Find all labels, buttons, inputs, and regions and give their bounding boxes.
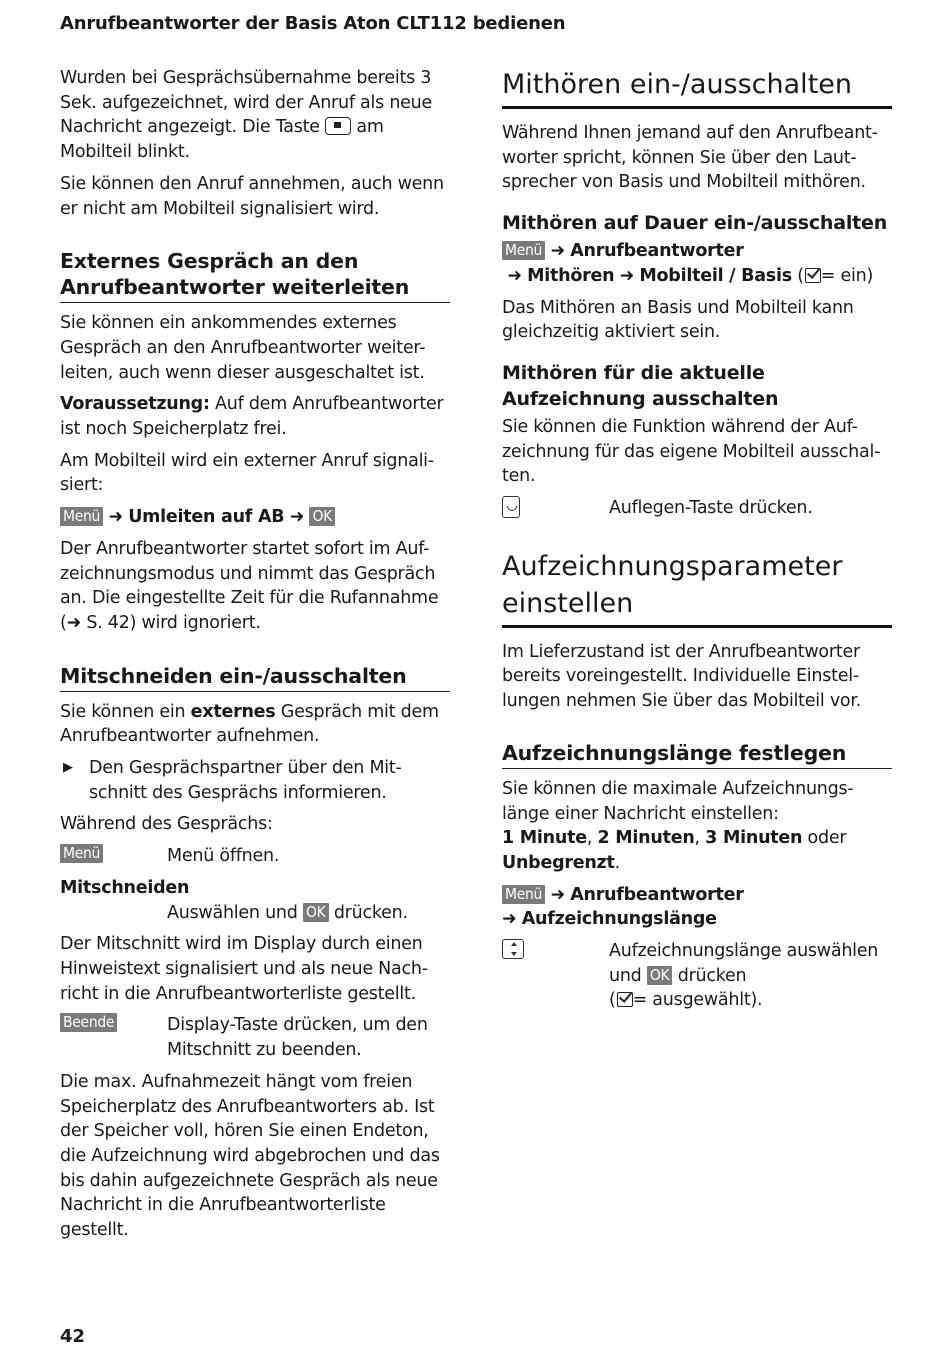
heading-params: Aufzeichnungsparameter einstellen [502, 548, 892, 628]
checkbox-icon [617, 992, 633, 1007]
paragraph-listen-current: Sie können die Funktion während der Auf-zeichnung für das eigene Mobilteil ausschal-ten. [502, 416, 881, 487]
text: = ein) [820, 265, 874, 286]
menu-item-answering-machine: Anrufbeantworter [570, 884, 744, 905]
arrow-icon: ➜ [289, 507, 305, 528]
text: Gespräch mit dem Anrufbeantworter aufnehmen. [60, 701, 439, 747]
paragraph-record-display: Der Mitschnitt wird im Display durch einen Hinweistext signalisiert und als neue Nach-richt in die Anrufbeantworterliste gestellt. [60, 934, 428, 1004]
length-options: 1 Minute, 2 Minuten, 3 Minuten oder Unbegrenzt. [502, 828, 847, 873]
message-key-icon [325, 117, 351, 135]
paragraph-recorded [60, 66, 450, 165]
running-head: Anrufbeantworter der Basis Aton CLT112 bedienen [60, 13, 566, 34]
heading-forward-call: Externes Gespräch an den Anrufbeantworter weiterleiten [60, 248, 450, 303]
option: 1 Minute [502, 828, 587, 849]
heading-listen-permanent: Mithören auf Dauer ein-/ausschalten [502, 212, 888, 235]
paragraph-starts-recording [60, 537, 450, 636]
text: Der Anrufbeantworter startet sofort im Auf-zeichnungsmodus und nimmt das Gespräch an. Die eingestellte Zeit für die Rufannahme ( [60, 538, 439, 633]
step-text: Display-Taste drücken, um den Mitschnitt zu beenden. [167, 1015, 428, 1061]
step-text: Auflegen-Taste drücken. [609, 498, 813, 519]
step-hangup [502, 496, 892, 521]
bullet-icon: ▶ [63, 760, 73, 776]
paragraph-listen-intro: Während Ihnen jemand auf den Anrufbeant-worter spricht, können Sie über den Laut-sprecher von Basis und Mobilteil mithören. [502, 123, 878, 193]
paragraph-max-time: Die max. Aufnahmezeit hängt vom freien Speicherplatz des Anrufbeantworters ab. Ist der Speicher voll, hören Sie einen Endeton, die Aufzeichnung wird abgebrochen und das bis dahin aufgezeichnete Gespräch als neue Nachricht in die Anrufbeantworterliste gestellt. [60, 1071, 440, 1241]
checkbox-icon [805, 268, 821, 283]
navigation-key-icon[interactable] [502, 939, 524, 959]
arrow-icon: ➜ [502, 909, 517, 930]
menu-softkey[interactable]: Menü [60, 844, 103, 863]
right-column [502, 66, 892, 1013]
heading-record: Mitschneiden ein-/ausschalten [60, 663, 450, 692]
heading-listen: Mithören ein-/ausschalten [502, 66, 892, 109]
arrow-icon: ➜ [66, 612, 81, 633]
menu-item-handset-base: Mobilteil / Basis [639, 265, 792, 286]
menu-path-divert [60, 505, 450, 530]
menu-path-length [502, 883, 892, 932]
menu-softkey[interactable]: Menü [502, 885, 545, 904]
paragraph-accept: Sie können den Anruf annehmen, auch wenn er nicht am Mobilteil signalisiert wird. [60, 173, 444, 219]
text: Wurden bei Gesprächsübernahme bereits 3 Sek. aufgezeichnet, wird der Anruf als neue Nachricht angezeigt. Die Taste [60, 68, 433, 138]
option: Unbegrenzt [502, 852, 615, 873]
bullet-item [60, 756, 450, 805]
step-end-recording [60, 1013, 450, 1062]
step-select-length: Aufzeichnungslänge auswählen und OK drücken ( = ausgewählt). [502, 939, 892, 1013]
menu-item-divert: Umleiten auf AB [128, 507, 285, 528]
text: = ausgewählt). [632, 990, 763, 1011]
arrow-icon: ➜ [550, 241, 565, 262]
step-select [60, 901, 450, 926]
ok-softkey[interactable]: OK [309, 507, 335, 526]
text: Aufzeichnungslänge auswählen und [609, 941, 879, 986]
paragraph-signalled: Am Mobilteil wird ein externer Anruf signali-siert: [60, 450, 434, 496]
menu-item-answering-machine: Anrufbeantworter [570, 241, 744, 262]
paragraph-forward: Sie können ein ankommendes externes Gespräch an den Anrufbeantworter weiter-leiten, auch wenn dieser ausgeschaltet ist. [60, 313, 426, 383]
menu-softkey[interactable]: Menü [502, 241, 545, 260]
heading-length: Aufzeichnungslänge festlegen [502, 740, 892, 769]
paragraph-during-call: Während des Gesprächs: [60, 814, 273, 835]
label: Voraussetzung: [60, 394, 210, 415]
step-menu-open [60, 844, 450, 869]
text: am Mobilteil blinkt. [60, 117, 384, 163]
menu-item-length: Aufzeichnungslänge [521, 909, 717, 930]
ok-softkey[interactable]: OK [303, 903, 329, 922]
arrow-icon: ➜ [619, 265, 635, 286]
text: drücken [677, 965, 747, 986]
text: oder [807, 828, 847, 849]
text: Auswählen und [167, 902, 298, 923]
step-text: Menü öffnen. [167, 846, 280, 867]
ok-softkey[interactable]: OK [647, 966, 673, 985]
arrow-icon: ➜ [550, 884, 565, 905]
text: drücken. [333, 902, 408, 923]
arrow-icon: ➜ [108, 507, 123, 528]
text: Sie können ein [60, 701, 186, 722]
page-number: 42 [60, 1326, 86, 1347]
text: S. 42) wird ignoriert. [86, 612, 261, 633]
bullet-text: Den Gesprächspartner über den Mit-schnitt des Gesprächs informieren. [89, 758, 402, 803]
left-column [60, 66, 450, 1243]
menu-item-listen: Mithören [527, 265, 615, 286]
paragraph-params-intro: Im Lieferzustand ist der Anrufbeantworter bereits voreingestellt. Individuelle Einstel-lungen nehmen Sie über das Mobilteil vor. [502, 641, 862, 712]
option: 2 Minuten [597, 828, 695, 849]
text: Auf dem Anrufbeantworter ist noch Speicherplatz frei. [60, 394, 444, 440]
paragraph-listen-both: Das Mithören an Basis und Mobilteil kann gleichzeitig aktiviert sein. [502, 297, 854, 343]
arrow-icon: ➜ [507, 265, 522, 286]
option: 3 Minuten [705, 828, 803, 849]
text: externes [190, 701, 276, 722]
end-softkey[interactable]: Beende [60, 1013, 117, 1032]
menu-item-record [60, 876, 450, 901]
paragraph-record-intro [60, 700, 450, 749]
heading-listen-current: Mithören für die aktuelle Aufzeichnung ausschalten [502, 361, 779, 410]
hangup-key-icon[interactable] [502, 496, 520, 518]
menu-path-listen: Menü ➜ Anrufbeantworter ➜ Mithören ➜ Mobilteil / Basis ( = ein) [502, 239, 892, 288]
paragraph-precondition [60, 392, 450, 441]
label: Mitschneiden [60, 877, 190, 898]
menu-softkey[interactable]: Menü [60, 507, 103, 526]
paragraph-length-intro: Sie können die maximale Aufzeichnungs-länge einer Nachricht einstellen: [502, 778, 854, 824]
